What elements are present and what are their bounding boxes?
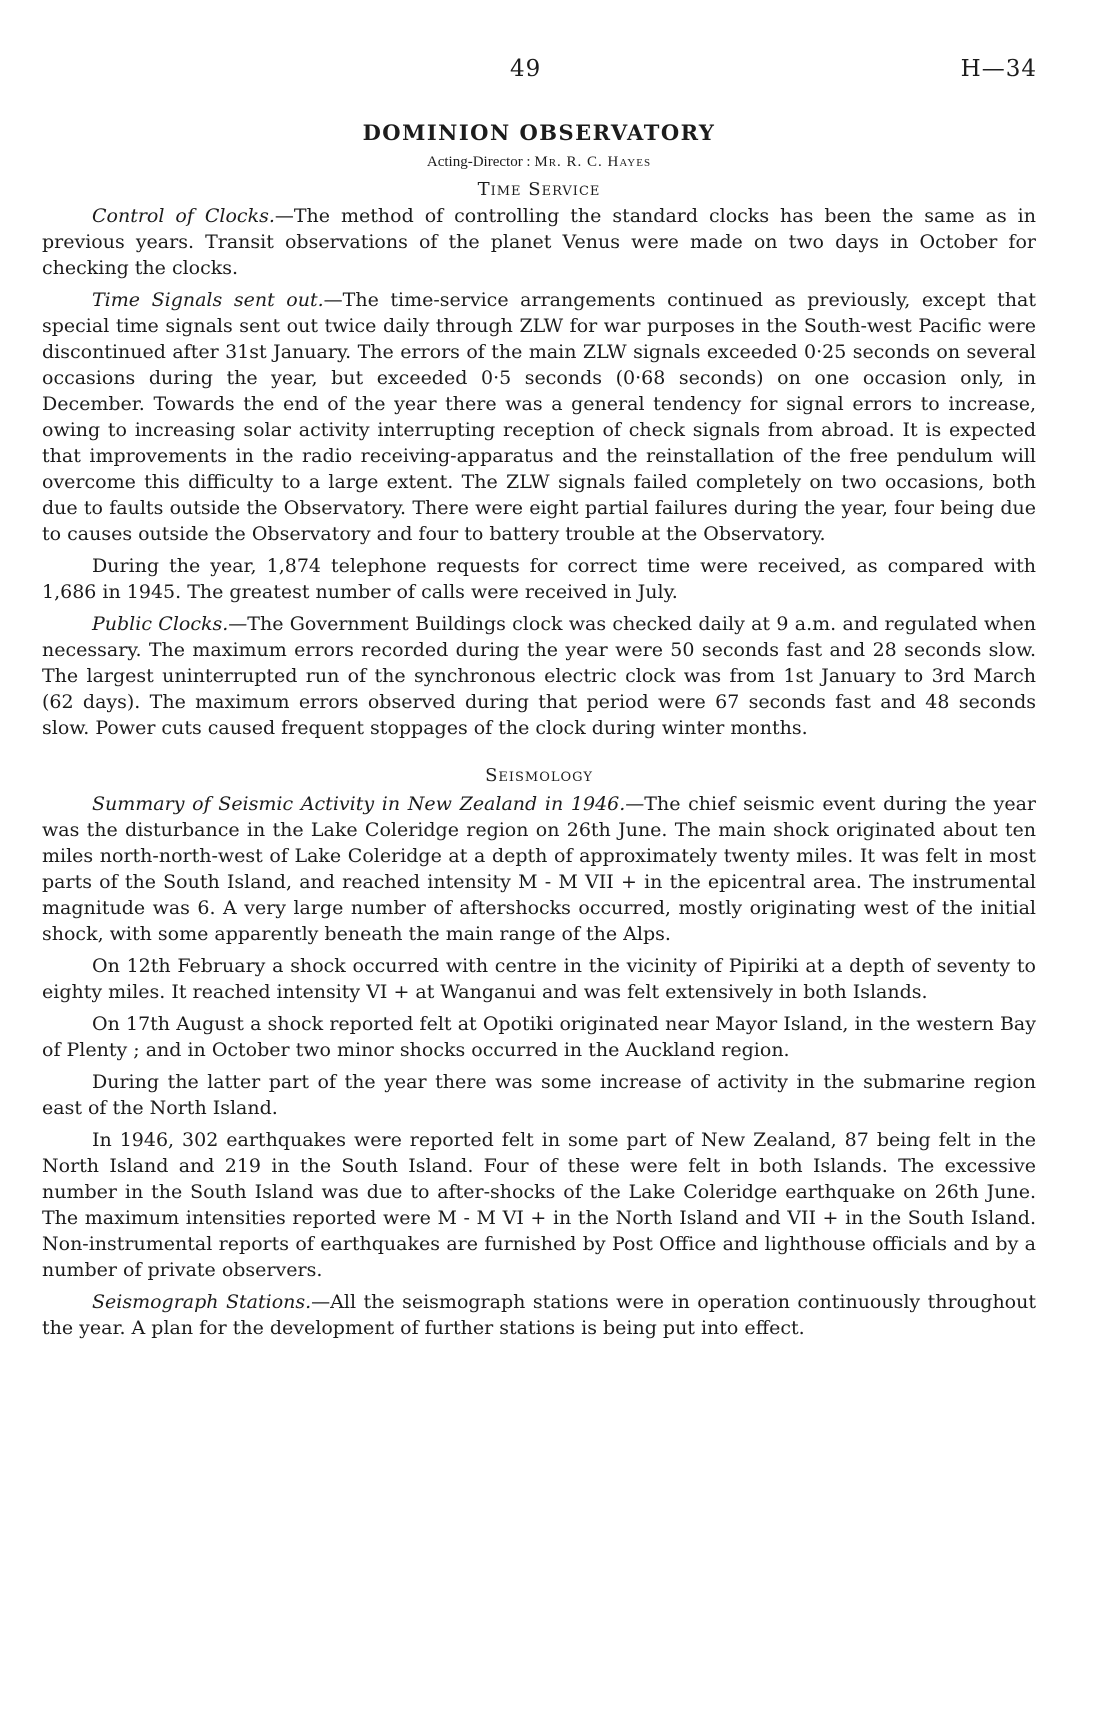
- paragraph-text: —The Government Buildings clock was checked daily at 9 a.m. and regulated when necessary. The maximum errors recorded during the year were 50 seconds fast and 28 seconds slow. The largest uninterrupted run of the synchronous electric clock was from 1st January to 3rd March (62 days). The maximum errors observed during that period were 67 seconds fast and 48 seconds slow. Power cuts caused frequent stoppages of the clock during winter months.: [42, 613, 1036, 739]
- paragraph-seismic-summary: [42, 791, 1036, 947]
- paragraph-text: —The method of controlling the standard clocks has been the same as in previous years. Transit observations of the planet Venus were made on two days in October for checking the clocks.: [42, 205, 1036, 279]
- section-heading-seismology: Seismology: [485, 765, 593, 786]
- paragraph-seismograph-stations: [42, 1289, 1036, 1341]
- paragraph-text: —The chief seismic event during the year was the disturbance in the Lake Coleridge region on 26th June. The main shock originated about ten miles north-north-west of Lake Coleridge at a depth of approximately twenty miles. It was felt in most parts of the South Island, and reached intensity M - M VII + in the epicentral area. The instrumental magnitude was 6. A very large number of aftershocks occurred, mostly originating west of the initial shock, with some apparently beneath the main range of the Alps.: [42, 793, 1036, 945]
- paragraph-february-shock: [42, 953, 1036, 1005]
- paragraph-telephone-requests: [42, 553, 1036, 605]
- paragraph-text: During the latter part of the year there was some increase of activity in the submarine region east of the North Island.: [42, 1071, 1036, 1119]
- acting-director-label: Acting-Director :: [426, 154, 531, 170]
- section-heading-time-service: Time Service: [477, 179, 601, 200]
- paragraph-lead: Public Clocks.: [92, 613, 229, 635]
- time-service-section: [42, 203, 1036, 741]
- paragraph-submarine-activity: [42, 1069, 1036, 1121]
- seismology-section: [42, 791, 1036, 1341]
- paragraph-control-of-clocks: [42, 203, 1036, 281]
- paragraph-text: On 12th February a shock occurred with centre in the vicinity of Pipiriki at a depth of seventy to eighty miles. It reached intensity VI + at Wanganui and was felt extensively in both Islands.: [42, 955, 1036, 1003]
- paragraph-public-clocks: [42, 611, 1036, 741]
- paragraph-earthquake-count: [42, 1127, 1036, 1283]
- paragraph-lead: Time Signals sent out.: [92, 289, 324, 311]
- paragraph-text: In 1946, 302 earthquakes were reported felt in some part of New Zealand, 87 being felt in the North Island and 219 in the South Island. Four of these were felt in both Islands. The excessive number in the South Island was due to after-shocks of the Lake Coleridge earthquake on 26th June. The maximum intensities reported were M - M VI + in the North Island and VII + in the South Island. Non-instrumental reports of earthquakes are furnished by Post Office and lighthouse officials and by a number of private observers.: [42, 1129, 1036, 1281]
- paragraph-lead: Control of Clocks.: [92, 205, 275, 227]
- paragraph-text: On 17th August a shock reported felt at Opotiki originated near Mayor Island, in the western Bay of Plenty ; and in October two minor shocks occurred in the Auckland region.: [42, 1013, 1036, 1061]
- paragraph-lead: Seismograph Stations.: [92, 1291, 312, 1313]
- running-header: [0, 54, 1114, 84]
- paragraph-text: —All the seismograph stations were in operation continuously throughout the year. A plan for the development of further stations is being put into effect.: [42, 1291, 1036, 1339]
- page-content: [42, 118, 1036, 1347]
- paragraph-text: During the year, 1,874 telephone requests for correct time were received, as compared with 1,686 in 1945. The greatest number of calls were received in July.: [42, 555, 1036, 603]
- paragraph-time-signals: [42, 287, 1036, 547]
- document-reference: H—34: [960, 56, 1037, 82]
- acting-director-line: [42, 150, 1036, 175]
- page-number: 49: [510, 56, 542, 82]
- paragraph-lead: Summary of Seismic Activity in New Zealand in 1946.: [92, 793, 626, 815]
- page-title: DOMINION OBSERVATORY: [362, 120, 716, 145]
- acting-director-name: Mr. R. C. Hayes: [534, 154, 652, 170]
- paragraph-august-shock: [42, 1011, 1036, 1063]
- paragraph-text: —The time-service arrangements continued as previously, except that special time signals sent out twice daily through ZLW for war purposes in the South-west Pacific were discontinued after 31st January. The errors of the main ZLW signals exceeded 0·25 seconds on several occasions during the year, but exceeded 0·5 seconds (0·68 seconds) on one occasion only, in December. Towards the end of the year there was a general tendency for signal errors to increase, owing to increasing solar activity interrupting reception of check signals from abroad. It is expected that improvements in the radio receiving-apparatus and the reinstallation of the free pendulum will overcome this difficulty to a large extent. The ZLW signals failed completely on two occasions, both due to faults outside the Observatory. There were eight partial failures during the year, four being due to causes outside the Observatory and four to battery trouble at the Observatory.: [42, 289, 1036, 545]
